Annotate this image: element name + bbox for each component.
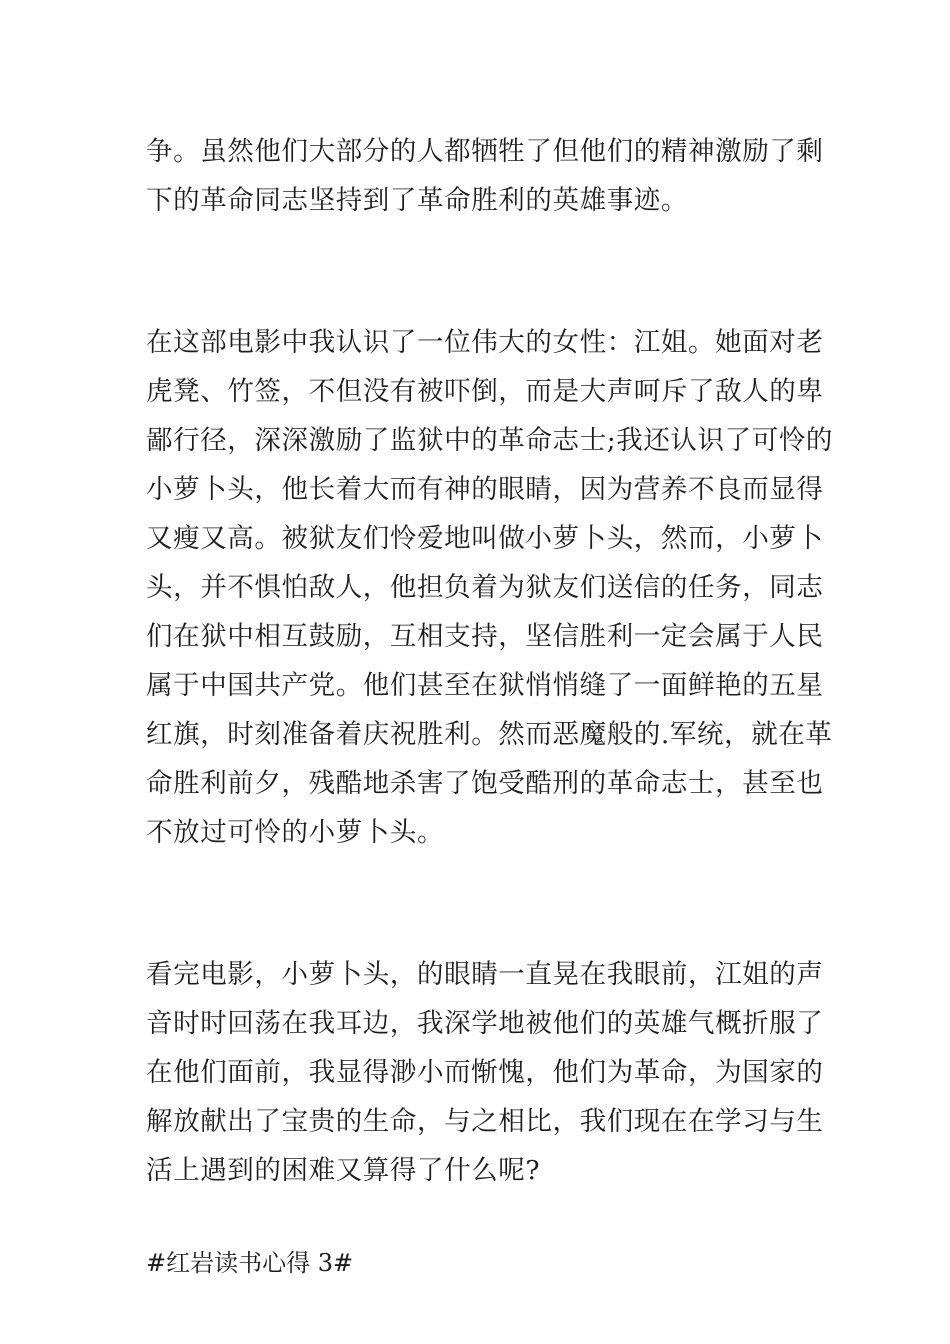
paragraph-2-line-1: 在这部电影中我认识了一位伟大的女性：江姐。她面对老 — [146, 327, 824, 358]
paragraph-2-line-9: 红旗，时刻准备着庆祝胜利。然而恶魔般的.军统，就在革 — [146, 719, 833, 750]
paragraph-2-line-11: 不放过可怜的小萝卜头。 — [146, 817, 445, 848]
paragraph-2-line-6: 头，并不惧怕敌人，他担负着为狱友们送信的任务，同志 — [146, 572, 824, 603]
paragraph-3-line-5: 活上遇到的困难又算得了什么呢? — [146, 1155, 541, 1186]
paragraph-1-line-2: 下的革命同志坚持到了革命胜利的英雄事迹。 — [146, 185, 688, 216]
paragraph-3-line-3: 在他们面前，我显得渺小而惭愧，他们为革命，为国家的 — [146, 1057, 824, 1088]
paragraph-2-line-2: 虎凳、竹签，不但没有被吓倒，而是大声呵斥了敌人的卑 — [146, 376, 824, 407]
paragraph-1-line-1: 争。虽然他们大部分的人都牺牲了但他们的精神激励了剩 — [146, 136, 824, 167]
paragraph-3-line-4: 解放献出了宝贵的生命，与之相比，我们现在在学习与生 — [146, 1106, 824, 1137]
paragraph-2-line-7: 们在狱中相互鼓励，互相支持，坚信胜利一定会属于人民 — [146, 621, 824, 652]
paragraph-3-line-1: 看完电影，小萝卜头，的眼睛一直晃在我眼前，江姐的声 — [146, 959, 824, 990]
section-heading: #红岩读书心得 3# — [146, 1249, 354, 1277]
paragraph-2-line-5: 又瘦又高。被狱友们怜爱地叫做小萝卜头，然而，小萝卜 — [146, 523, 824, 554]
paragraph-2-line-10: 命胜利前夕，残酷地杀害了饱受酷刑的革命志士，甚至也 — [146, 768, 824, 799]
paragraph-2-line-4: 小萝卜头，他长着大而有神的眼睛，因为营养不良而显得 — [146, 474, 824, 505]
paragraph-2-line-8: 属于中国共产党。他们甚至在狱悄悄缝了一面鲜艳的五星 — [146, 670, 824, 701]
paragraph-3-line-2: 音时时回荡在我耳边，我深学地被他们的英雄气概折服了 — [146, 1008, 824, 1039]
paragraph-2-line-3: 鄙行径，深深激励了监狱中的革命志士;我还认识了可怜的 — [146, 425, 834, 456]
